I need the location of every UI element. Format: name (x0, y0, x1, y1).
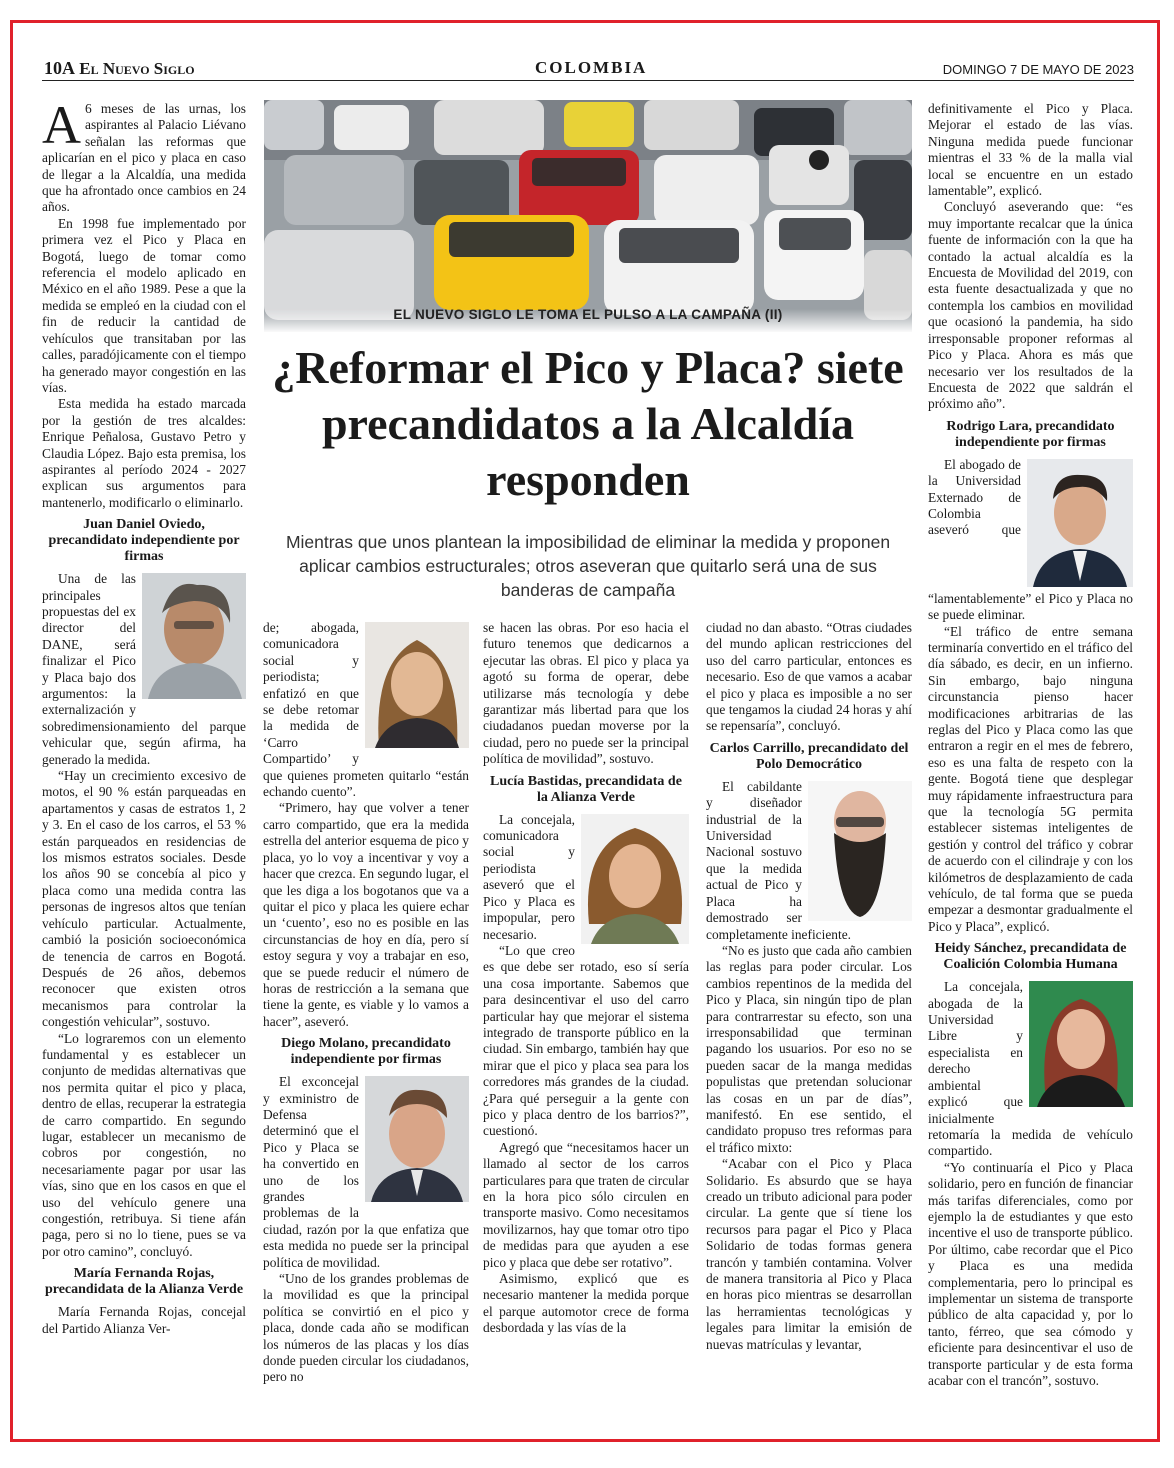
paragraph: Asimismo, explicó que es necesario mantener la medida porque el parque automotor crece de forma desbordada y las vías de la (483, 1271, 689, 1336)
subhead: Juan Daniel Oviedo, precandidato independiente por firmas (48, 517, 240, 565)
deck: Mientras que unos plantean la imposibilidad de eliminar la medida y proponen aplicar cambios estructurales; otros aseveran que quitarlo será una de sus banderas de campaña (285, 532, 891, 600)
subhead: Lucía Bastidas, precandidata de la Alianza Verde (490, 773, 682, 805)
issue-date: DOMINGO 7 DE MAYO DE 2023 (942, 62, 1134, 77)
paragraph: de; abogada, comunicadora social y periodista; enfatizó en que se debe retomar la medida de ‘Carro Compartido’ y que quienes prometen quitarlo “están echando cuento”. (263, 620, 469, 800)
column-4 (706, 620, 912, 1407)
paragraph: Una de las principales propuestas del ex director del DANE, será finalizar el Pico y Placa bajo dos argumentos: la externalización y sobredimensionamiento del parque vehicular que, según afirma, ha generado la medida. (42, 571, 246, 767)
column-2 (263, 620, 469, 1407)
bastidas-photo (581, 814, 689, 944)
headline: ¿Reformar el Pico y Placa? siete precandidatos a la Alcaldía responden (272, 342, 904, 505)
paragraph: “Acabar con el Pico y Placa Solidario. Es absurdo que se haya creado un tributo adicional para poder circular. La gente que sí tiene los recursos para pagar el Pico y Placa Solidario de todas formas genera trancón y también contamina. Volver de manera transitoria al Pico y Placa en horas pico mientras se desarrollan las herramientas tecnológicas y legales para limitar la emisión de nuevas matrículas y levantar, (706, 1156, 912, 1352)
paragraph: “Primero, hay que volver a tener carro compartido, que era la medida estrella del anterior esquema de pico y placa, yo lo voy a incentivar y voy a hacer que crezca. En segundo lugar, el que les diga a los bogotanos que va a quitar el pico y placa les quiere echar un ‘cuento’, eso no es posible en las circunstancias de hoy en día, pero sí estoy segura y voy a trabajar en eso, que se puede reducir el número de horas de restricción a la semana que tiene la gente, es viable y lo vamos a hacer”, aseveró. (263, 800, 469, 1029)
column-1 (42, 101, 246, 1407)
page-number: 10A (44, 58, 75, 78)
lara-photo (1027, 459, 1133, 587)
paragraph: “Lo que creo es que debe ser rotado, eso sí sería una cosa importante. Sabemos que para desincentivar el uso del carro particular hay que mejorar el sistema integrado de transporte público en la ciudad. Sin embargo, también hay que mirar que el pico y placa sea para los corredores más grandes de la ciudad. ¿Para qué perseguir a la gente con pico y placa dentro de los barrios?”, cuestionó. (483, 942, 689, 1139)
paragraph: se hacen las obras. Por eso hacia el futuro tenemos que dedicarnos a ejecutar las obras. El pico y placa ya agotó su forma de operar, debe utilizarse más tecnología y debe garantizar más libertad para que los ciudadanos puedan moverse por la ciudad, pero no puede ser la principal política de movilidad”, sostuvo. (483, 620, 689, 767)
paragraph: ciudad no dan abasto. “Otras ciudades del mundo aplican restricciones del uso del carro particular, entonces es necesario. Eso de que vamos a acabar el pico y placa es imposible a no ser que tengamos la ciudad 24 horas y ahí se repensaría”, concluyó. (706, 620, 912, 734)
subhead: Diego Molano, precandidato independiente por firmas (281, 1036, 451, 1068)
paragraph: definitivamente el Pico y Placa. Mejorar el estado de las vías. Ninguna medida puede funcionar mientras el 33 % de la malla vial local se encuentre en un estado lamentable”, explicó. (928, 101, 1133, 199)
header-rule (42, 80, 1134, 81)
paragraph: “No es justo que cada año cambien las reglas para poder circular. Los cambios repentinos de la medida del Pico y Placa, sin ningún tipo de plan para contrarrestar su efecto, son una irresponsabilidad que terminan pagando los usuarios. Por eso no se pueden sacar de la manga medidas populistas que pretendan solucionar las cosas en un par de días”, manifestó. En ese sentido, el candidato propuso tres reformas para el tráfico mixto: (706, 942, 912, 1155)
oviedo-photo (142, 573, 246, 699)
sanchez-photo (1029, 981, 1133, 1107)
rojas-photo (365, 622, 469, 748)
paragraph: El abogado de la Universidad Externado de Colombia aseveró que “lamentablemente” el Pico y Placa no se puede eliminar. (928, 456, 1133, 623)
traffic-photo (264, 100, 912, 332)
section-name: COLOMBIA (535, 58, 648, 77)
paragraph: 6 meses de las urnas, los aspirantes al Palacio Liévano señalan las reformas que aplicarían en el pico y placa en caso de llegar a la Alcaldía, una medida que ha afrontado once cambios en 24 años. (42, 101, 246, 215)
drop-cap: A (42, 101, 81, 155)
page-label (44, 58, 195, 79)
paragraph: La concejala, abogada de la Universidad Libre y especialista en derecho ambiental explicó que inicialmente retomaría la medida de vehículo compartido. (928, 979, 1133, 1159)
paragraph: Esta medida ha estado marcada por la gestión de tres alcaldes: Enrique Peñalosa, Gustavo Petro y Claudia López. Bajo esta premisa, los aspirantes al período 2024 - 2027 explican sus argumentos para mantenerlo, modificarlo o eliminarlo. (42, 396, 246, 510)
paragraph: Agregó que “necesitamos hacer un llamado al sector de los carros particulares para que traten de circular en la hora pico sólo circulen en transporte masivo. Como necesitamos movilizarnos, hay que tomar otro tipo de medidas para que ayuden a ese pico y placa que debe ser rotativo”. (483, 1139, 689, 1270)
paragraph: “Lo lograremos con un elemento fundamental y es establecer un conjunto de medidas alternativas que nos permita quitar el pico y placa, dentro de ellas, recuperar la estrategia de carro compartido. En segundo lugar, establecer un mecanismo de cobros por congestión, no necesariamente pagar por usar las vías, sino que en los casos en que el uso del vehículo genere una congestión, retribuya. Si tiene afán paga, pero si no lo tiene, pues se va por otro camino”, concluyó. (42, 1030, 246, 1259)
subhead: María Fernanda Rojas, precandidata de la Alianza Verde (44, 1266, 244, 1298)
paragraph: El cabildante y diseñador industrial de la Universidad Nacional sostuvo que la medida actual de Pico y Placa ha demostrado ser completamente ineficiente. (706, 778, 851, 942)
subhead: Carlos Carrillo, precandidato del Polo Democrático (709, 740, 909, 772)
subhead: Heidy Sánchez, precandidata de Coalición Colombia Humana (934, 941, 1127, 973)
column-5 (928, 101, 1133, 1407)
newspaper-name: El Nuevo Siglo (79, 59, 195, 78)
paragraph: El exconcejal y exministro de Defensa determinó que el Pico y Placa se ha convertido en uno de los grandes problemas de la ciudad, razón por la que enfatiza que esta medida no puede ser la principal política de movilidad. (263, 1074, 469, 1270)
paragraph: Concluyó aseverando que: “es muy importante recalcar que la única fuente de información con la que ha contado la actual alcaldía es la Encuesta de Movilidad del 2019, con esta fuente desactualizada y que no contempla los cambios en movilidad que ocasionó la pandemia, ha sido irresponsable proponer reformas al Pico y Placa. Ahora es más que necesario ver los resultados de la Encuesta de 2022 que saldrán el próximo año”. (928, 199, 1133, 412)
paragraph: “El tráfico de entre semana terminaría convertido en el tráfico del día sábado, es decir, en un infierno. Sin embargo, bajo ninguna circunstancia pienso hacer modificaciones arbitrarias de las reglas del Pico y Placa como las que entraron a regir en el mes de febrero, eso es una falta de respeto con la gente. Bogotá tiene que desplegar muy rápidamente infraestructura para que la tecnología 5G permita establecer sistemas inteligentes de gestión y control del tráfico y cobrar de acuerdo con el cilindraje y con los kilómetros de desplazamiento de cada vehículo, de tal forma que se pueda empezar a desmontar gradualmente el Pico y Placa”, explicó. (928, 623, 1133, 934)
paragraph: “Hay un crecimiento excesivo de motos, el 90 % están parqueadas en apartamentos y casas de estratos 1, 2 y 3. En el caso de los carros, el 53 % están parqueados en residencias de los mismos estratos sociales. Desde los años 90 se concebía al pico y placa como una medida contra las personas de ingresos altos que tenían vehículo particular. Actualmente, cambió la posición socioeconómica de tenencia de carros en Bogotá. Después de 26 años, debemos reconocer que existen otros mecanismos para controlar la congestión vehicular”, sostuvo. (42, 768, 246, 1030)
paragraph: En 1998 fue implementado por primera vez el Pico y Placa en Bogotá, luego de tomar como referencia el modelo aplicado en México en el año 1989. Pese a que la medida se empleó en la ciudad con el fin de reducir la cantidad de vehículos que transitaban por las calles, paradójicamente con el tiempo ha generado mayor congestión en las vías. (42, 215, 246, 395)
paragraph: “Yo continuaría el Pico y Placa solidario, pero en función de financiar más tarifas diferenciales, como por ejemplo la de estudiantes y que esto incentive el uso de transporte público. Por último, cabe recordar que el Pico y Placa es una medida complementaria, pero lo principal es implementar un sistema de transporte público de alta capacidad y, por lo tanto, férreo, que sea cómodo y eficiente para desincentivar el uso de transporte particular y de esta forma acabar con el trancón”, sostuvo. (928, 1159, 1133, 1388)
paragraph: La concejala, comunicadora social y periodista aseveró que el Pico y Placa es impopular, pero necesario. (483, 811, 575, 942)
paragraph: “Uno de los grandes problemas de la movilidad es que la principal política se convirtió en el pico y placa, donde cada año se modifican los números de las placas y los días donde pueden circular los ciudadanos, pero no (263, 1271, 469, 1385)
carrillo-photo (808, 781, 912, 921)
molano-photo (365, 1076, 469, 1202)
subhead: Rodrigo Lara, precandidato independiente por firmas (946, 418, 1115, 450)
kicker: EL NUEVO SIGLO LE TOMA EL PULSO A LA CAMPAÑA (II) (393, 307, 783, 322)
column-3 (483, 620, 689, 1407)
paragraph: María Fernanda Rojas, concejal del Partido Alianza Ver- (42, 1304, 246, 1336)
